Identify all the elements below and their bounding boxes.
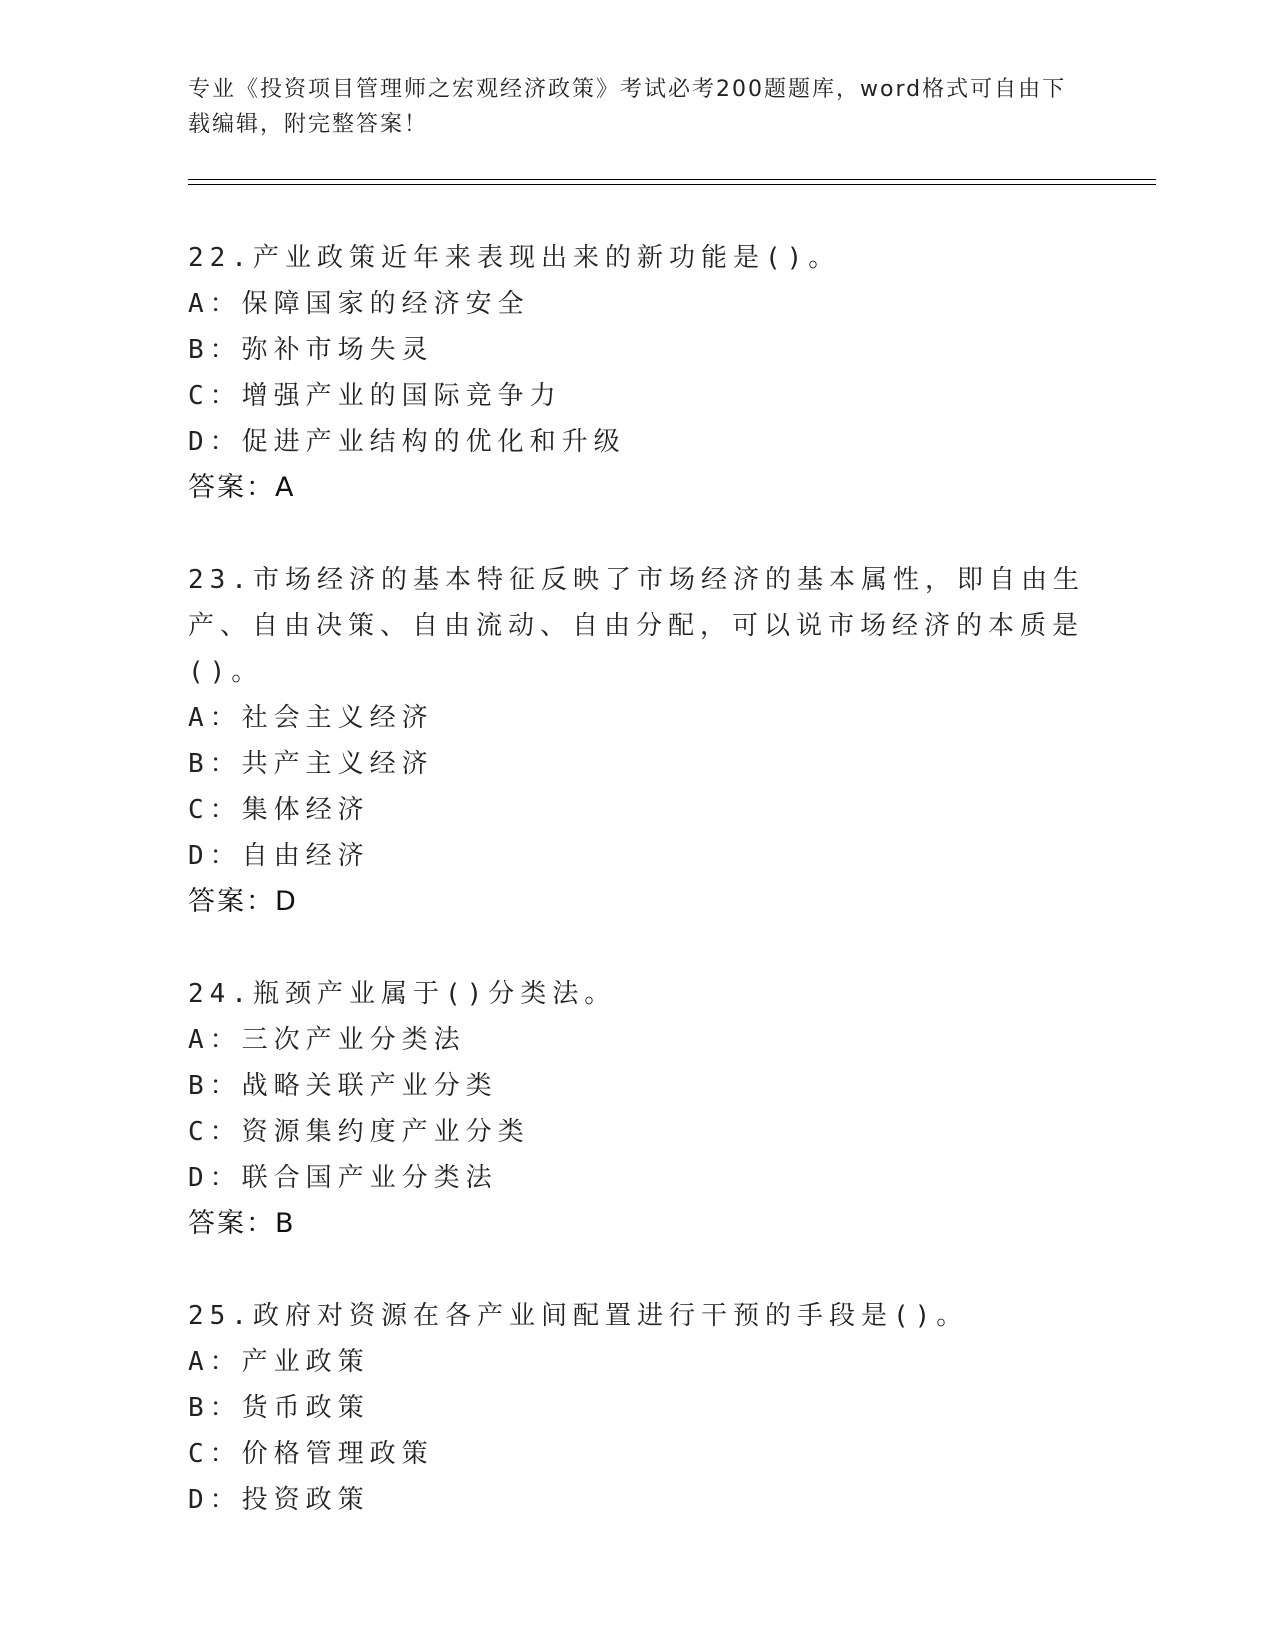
option-c: C：集体经济 [188,795,370,825]
question-stem: 25.政府对资源在各产业间配置进行干预的手段是()。 [188,1301,969,1331]
question-22 [188,235,1088,511]
option-a: A：产业政策 [188,1347,370,1377]
question-stem: 24.瓶颈产业属于()分类法。 [188,979,617,1009]
question-stem: 23.市场经济的基本特征反映了市场经济的基本属性，即自由生产、自由决策、自由流动、自由分配，可以说市场经济的本质是()。 [188,565,1085,687]
option-b: B：货币政策 [188,1393,370,1423]
option-a: A：社会主义经济 [188,703,434,733]
question-23 [188,557,1088,925]
option-a: A：三次产业分类法 [188,1025,466,1055]
document-intro: 专业《投资项目管理师之宏观经济政策》考试必考200题题库，word格式可自由下载编辑，附完整答案！ [188,77,1067,137]
option-b: B：共产主义经济 [188,749,434,779]
question-stem: 22.产业政策近年来表现出来的新功能是()。 [188,243,841,273]
option-c: C：价格管理政策 [188,1439,434,1469]
header-rule-bottom [188,184,1156,185]
answer-key: 答案：D [188,886,298,917]
option-d: D：自由经济 [188,841,370,871]
answer-key: 答案：B [188,1208,296,1239]
question-24 [188,971,1088,1247]
option-c: C：资源集约度产业分类 [188,1117,530,1147]
option-a: A：保障国家的经济安全 [188,289,530,319]
question-25 [188,1293,1088,1523]
option-d: D：投资政策 [188,1485,370,1515]
question-list [188,235,1088,1569]
option-c: C：增强产业的国际竞争力 [188,381,562,411]
header-rule-top [188,179,1156,180]
option-d: D：促进产业结构的优化和升级 [188,427,626,457]
answer-key: 答案：A [188,472,296,503]
option-d: D：联合国产业分类法 [188,1163,498,1193]
option-b: B：战略关联产业分类 [188,1071,498,1101]
option-b: B：弥补市场失灵 [188,335,434,365]
